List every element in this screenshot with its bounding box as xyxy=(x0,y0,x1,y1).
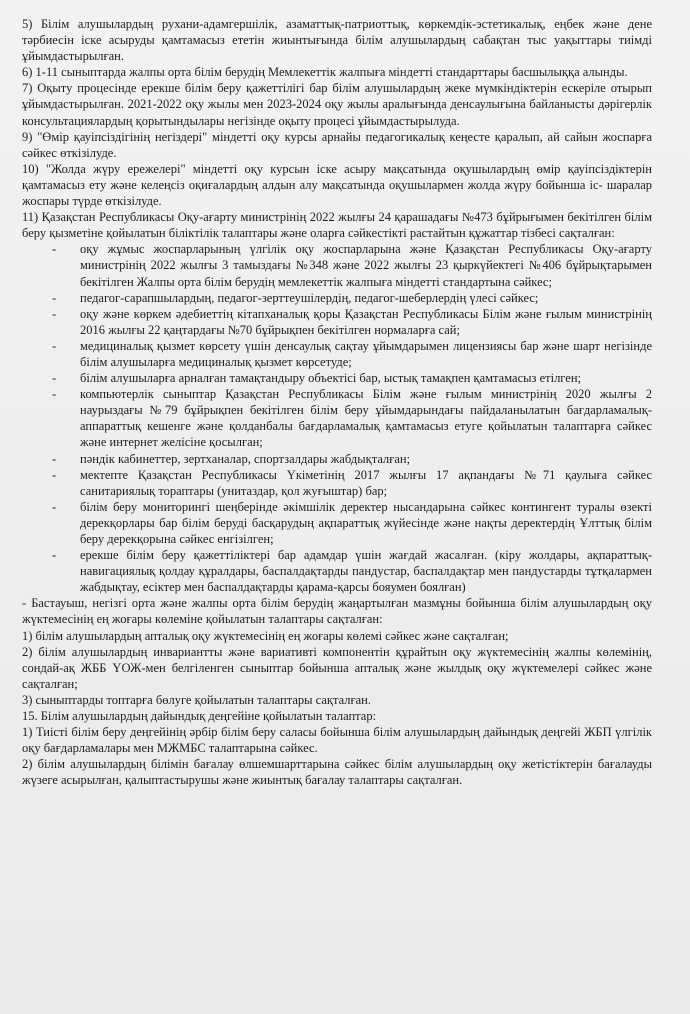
bullet-text: мектепте Қазақстан Республикасы Үкіметінің 2017 жылғы 17 ақпандағы №71 қаулыға сәйкес санитариялық тораптары (унитаздар, қол жуғыштар) бар; xyxy=(80,467,652,498)
bullet-item-medical xyxy=(22,338,652,370)
bullet-dash: - xyxy=(52,499,57,514)
bullet-item-monitoring xyxy=(22,499,652,547)
bullet-dash: - xyxy=(52,467,57,482)
bullet-item-special-needs xyxy=(22,547,652,595)
bullet-item-curriculum xyxy=(22,241,652,289)
bullet-dash: - xyxy=(52,371,57,386)
bottom-paragraphs xyxy=(22,595,652,788)
bullet-item-labs xyxy=(22,451,652,467)
bullet-text: медициналық қызмет көрсету үшін денсаулық сақтау ұйымдарымен лицензиясы бар және шарт негізінде білім алушыларға медициналық қызмет көрсетуде; xyxy=(80,338,652,369)
bullet-text: компьютерлік сыныптар Қазақстан Республикасы Білім және ғылым министрінің 2020 жылғы 2 наурыздағы №79 бұйрықпен бекітілген білім беру ұйымдарындағы пайдаланылатын бағдарламалық-аппараттық кешенге және қолданбалы бағдарламалық қамтамасыз етуге қойылатын талаптарға сәйкес және интернет желісіне қосылған; xyxy=(80,387,652,450)
bullet-text: пәндік кабинеттер, зертханалар, спортзалдары жабдықталған; xyxy=(80,451,411,466)
paragraph-item-10: 10) "Жолда жүру ережелері" міндетті оқу курсын іске асыру мақсатында оқушылардың өмір қауіпсіздіктерін қамтамасыз ету және келеңсіз оқиғалардың алдын алу мақсатында оқушылармен жолда жүру бойынша іс- шаралар жоспары түрде өткізілуде. xyxy=(22,161,652,209)
bullet-text: оқу жұмыс жоспарларының үлгілік оқу жоспарларына және Қазақстан Республикасы Оқу-ағарту министрінің 2022 жылғы 3 тамыздағы №348 және 2022 жылғы 23 қыркүйектегі №406 бұйрықтарымен бекітілген Жалпы орта білім берудің мемлекеттік жалпыға міндетті стандартына сәйкес; xyxy=(80,242,652,289)
bullet-dash: - xyxy=(52,338,57,353)
paragraph-item-5: 5) Білім алушылардың рухани-адамгершілік, азаматтық-патриоттық, көркемдік-эстетикалық, еңбек және дене тәрбиесін іске асыруды қамтамасыз ететін жиынтығында білім алушылардың сабақтан тыс уақыттары тиімді ұйымдастырылған. xyxy=(22,17,652,64)
paragraph-item-7: 7) Оқыту процесінде ерекше білім беру қажеттілігі бар білім алушылардың жеке мүмкіндіктерін ескеріле отырып ұйымдастырылған. 2021-2022 оқу жылы мен 2023-2024 оқу жылы аралығында денсаулығына байланысты дәрігерлік консультациялардың қорытындылары негізінде оқыту процесі ұйымдастырылуда. xyxy=(22,81,652,128)
bullet-dash: - xyxy=(52,290,57,305)
bullet-text: ерекше білім беру қажеттіліктері бар адамдар үшін жағдай жасалған. (кіру жолдары, ақпараттық-навигациялық қолдау құралдары, баспалдақтарды пандустар, баспалдақтар мен пандустарды тұтқалармен жабдықтау, есіктер мен баспалдақтарды қарама-қарсы бояумен боялған) xyxy=(80,548,652,595)
paragraph-item-9: 9) "Өмір қауіпсіздігінің негіздері" міндетті оқу курсы арнайы педагогикалық кеңесте қаралып, ай сайын жоспарға сәйкес өткізілуде. xyxy=(22,129,652,160)
section-15-heading: 15. Білім алушылардың дайындық деңгейіне қойылатын талаптар: xyxy=(22,709,377,724)
document-body xyxy=(22,16,652,789)
paragraph-assessment: 2) білім алушылардың білімін бағалау өлшемшарттарына сәйкес білім алушылардың оқу жетістіктерін бағалауды жүзеге асырылған, қалыптастырушы және жиынтық бағалау талаптары сақталған. xyxy=(22,757,652,788)
bullet-dash: - xyxy=(52,387,57,402)
bullet-text: білім алушыларға арналған тамақтандыру объектісі бар, ыстық тамақпен қамтамасыз етілген; xyxy=(80,371,581,386)
bullet-item-teachers xyxy=(22,290,652,306)
paragraph-total-load: 2) білім алушылардың инвариантты және вариативті компонентін құрайтын оқу жүктемесінің жалпы көлемінің, сондай-ақ ЖББ ҮОЖ-мен белгіленген сыныптар бойынша апталық және жылдық оқу жүктемелері сәйкес және сақталған; xyxy=(22,644,652,691)
paragraph-item-11: 11) Қазақстан Республикасы Оқу-ағарту министрінің 2022 жылғы 24 қарашадағы №473 бұйрығымен бекітілген білім беру қызметіне қойылатын біліктілік талаптары және оларға сәйкестікті растайтын құжаттар тізбесі сақталған: xyxy=(22,210,652,241)
paragraph-item-6: 6) 1-11 сыныптарда жалпы орта білім берудің Мемлекеттік жалпыға міндетті стандарттары басшылыққа алынды. xyxy=(22,65,628,80)
bullet-text: педагог-сарапшылардың, педагог-зерттеушілердің, педагог-шеберлердің үлесі сәйкес; xyxy=(80,290,539,305)
bullet-text: оқу және көркем әдебиеттің кітапханалық қоры Қазақстан Республикасы Білім және ғылым министрінің 2016 жылғы 22 қаңтардағы №70 бұйрықпен бекітілген нормаларға сай; xyxy=(80,306,652,337)
bullet-item-sanitary xyxy=(22,467,652,499)
paragraph-readiness-level: 1) Тиісті білім беру деңгейінің әрбір білім беру саласы бойынша білім алушылардың дайындық деңгейі ЖБП үлгілік оқу бағдарламалары мен МЖМБС талаптарына сәйкес. xyxy=(22,725,652,756)
bullet-text: білім беру мониторингі шеңберінде әкімшілік деректер нысандарына сәйкес контингент туралы өзекті дерекқорлары бар білім беруді басқарудың ақпараттық жүйесінде және нақты деректердің Ұлттық білім беру дерекқорына сәйкес енгізілген; xyxy=(80,499,652,546)
bullet-item-computer-classes xyxy=(22,386,652,450)
requirements-bullet-list xyxy=(22,241,652,595)
bullet-item-library xyxy=(22,306,652,338)
paragraph-class-groups: 3) сыныптарды топтарға бөлуге қойылатын талаптары сақталған. xyxy=(22,692,371,707)
bullet-dash: - xyxy=(52,242,57,257)
bullet-dash: - xyxy=(52,548,57,563)
bullet-item-catering xyxy=(22,370,652,386)
bullet-dash: - xyxy=(52,306,57,321)
top-paragraphs xyxy=(22,16,652,241)
bullet-dash: - xyxy=(52,451,57,466)
paragraph-weekly-load: 1) білім алушылардың апталық оқу жүктемесінің ең жоғары көлемі сәйкес және сақталған; xyxy=(22,628,509,643)
paragraph-updated-content: - Бастауыш, негізгі орта және жалпы орта білім берудің жаңартылған мазмұны бойынша білім алушылардың оқу жүктемесінің ең жоғары көлеміне қойылатын талаптары сақталған: xyxy=(22,596,652,627)
